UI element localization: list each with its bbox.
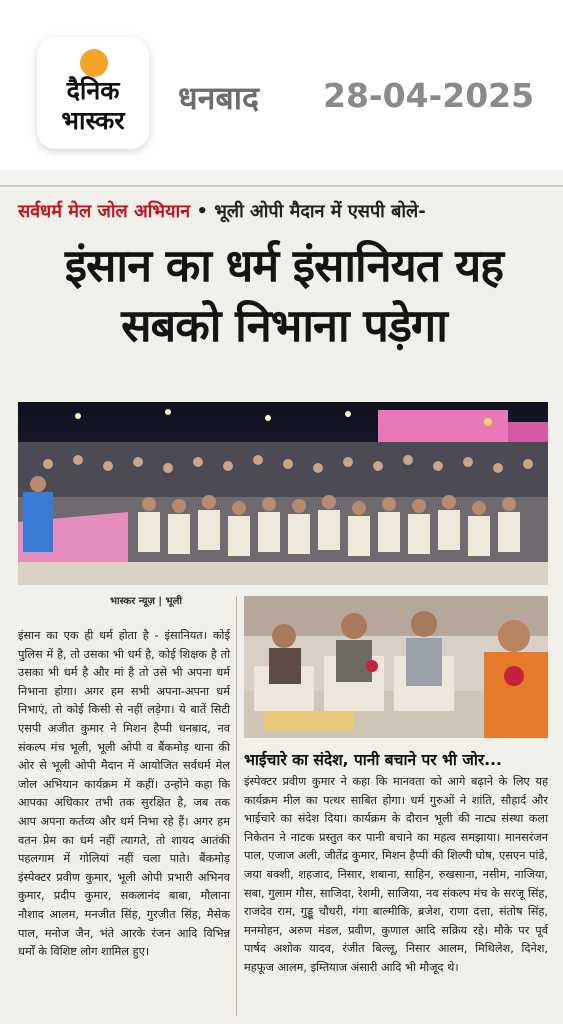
article-headline: इंसान का धर्म इंसानियत यह सबको निभाना पड़ेगा	[64, 239, 504, 352]
app-header	[0, 0, 563, 170]
crowd-photo	[18, 402, 548, 585]
column-separator	[236, 596, 237, 1016]
article-body-left: इंसान का एक ही धर्म होता है - इंसानियत। कोई पुलिस में है, तो उसका भी धर्म है, कोई शिक्षक है तो उसका भी धर्म है और मां है तो उसे भी अपना धर्म निभाना होगा। अगर हम सभी अपना-अपना धर्म निभाएं, तो कोई किसी से नहीं लड़ेगा। ये बातें सिटी एसपी अजीत कुमार ने मिशन हैप्पी धनबाद, नव संकल्प मंच भूली, भूली ओपी व बैंकमोड़ थाना की ओर से भूली ओपी मैदान में आयोजित सर्वधर्म मेल जोल अभियान कार्यक्रम में कहीं। उन्होंने कहा कि आपका अधिकार तभी तक सुरक्षित है, जब तक आप अपना कर्तव्य और धर्म निभा रहे हैं। अगर हम वतन प्रेम का धर्म नहीं त्यागते, तो शायद आतंकी पहलगाम में गोलियां नहीं चला पाते। बैंकमोड़ इंस्पेक्टर प्रवीण कुमार, भूली ओपी प्रभारी अभिनव कुमार, प्रदीप कुमार, सकलानंद बाबा, मौलाना नौशाद आलम, मनजीत सिंह, गुरजीत सिंह, मैसेक पाल, मनोज जैन, भंते आरके रंजन आदि विभिन्न धर्मों के विशिष्ट लोग शामिल हुए।	[18, 629, 230, 959]
article-subhead: भाईचारे का संदेश, पानी बचाने पर भी जोर...	[244, 751, 502, 769]
kicker-highlight: सर्वधर्म मेल जोल अभियान	[18, 201, 191, 222]
crowd-photo-image	[18, 402, 548, 585]
logo-text-line2: भास्कर	[61, 106, 125, 135]
stage-photo-image	[244, 596, 548, 738]
logo-text-line1: दैनिक	[66, 76, 120, 105]
article-byline: भास्कर न्यूज़ | भूली	[110, 596, 182, 607]
edition-date: 28-04-2025	[323, 76, 535, 115]
article-body-right: इंस्पेक्टर प्रवीण कुमार ने कहा कि मानवता को आगे बढ़ाने के लिए यह कार्यक्रम मील का पत्थर साबित होगा। धर्म गुरुओं ने शांति, सौहार्द और भाईचारे का संदेश दिया। कार्यक्रम के दौरान भूली की नाट्य संस्था कला निकेतन ने नाटक प्रस्तुत कर पानी बचाने का महत्व समझाया। मानसरंजन पाल, एजाज अली, जीतेंद्र कुमार, मिशन हैप्पी की शिल्पी घोष, एसएन पांडे, जया बक्शी, शहजाद, निसार, शबाना, साहिन, रुखसाना, नसीम, नाजिया, सबा, गुलाम गौस, साजिदा, रेशमी, साजिया, नव संकल्प मंच के सरजू सिंह, राजदेव राम, गुड्डू चौधरी, गंगा बाल्मीकि, ब्रजेश, राणा दत्ता, संतोष सिंह, मनमोहन, अरुण मंडल, प्रवीण, कुणाल आदि सक्रिय रहे। मौके पर पूर्व पार्षद अशोक यादव, रंजीत बिल्लू, निसार आलम, मिथिलेश, दिनेश, महफूज आलम, इम्तियाज अंसारी आदि भी मौजूद थे।	[244, 775, 548, 974]
edition-city: धनबाद	[178, 79, 259, 117]
article-kicker	[18, 199, 426, 223]
header-divider	[0, 185, 563, 187]
sun-icon	[80, 49, 108, 77]
kicker-rest: • भूली ओपी मैदान में एसपी बोले-	[190, 201, 426, 222]
dainik-bhaskar-logo[interactable]	[37, 37, 149, 149]
stage-photo	[244, 596, 548, 738]
